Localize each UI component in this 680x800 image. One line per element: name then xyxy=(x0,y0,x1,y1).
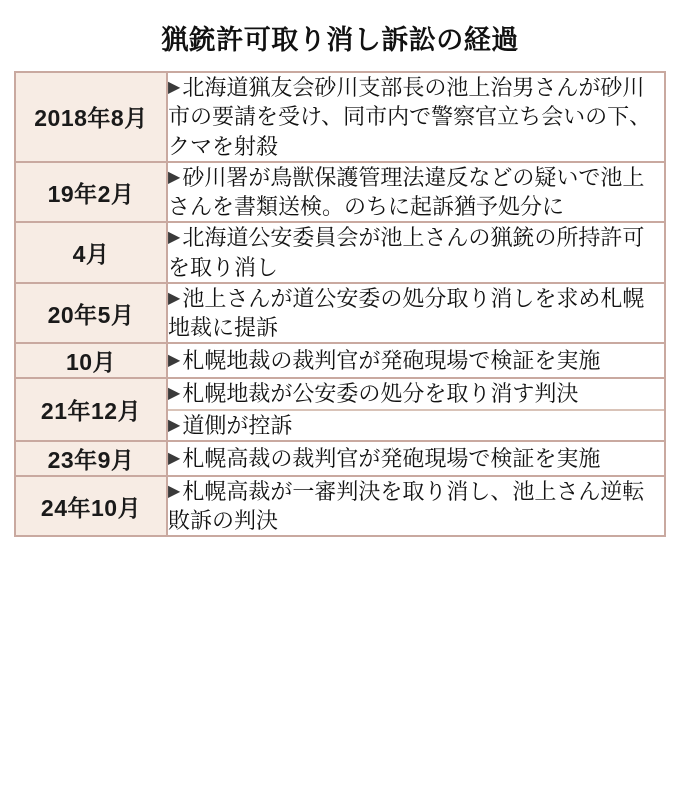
row-date: 4月 xyxy=(16,222,167,283)
row-entry-text: 札幌地裁が公安委の処分を取り消す判決 xyxy=(182,381,579,407)
row-date: 24年10月 xyxy=(16,476,167,537)
row-date: 23年9月 xyxy=(16,441,167,476)
timeline-table-container xyxy=(14,71,666,537)
bullet-icon: ▶ xyxy=(168,289,181,307)
row-text xyxy=(167,343,664,378)
row-date: 19年2月 xyxy=(16,162,167,223)
row-entry-text: 札幌高裁の裁判官が発砲現場で検証を実施 xyxy=(182,445,601,471)
bullet-icon: ▶ xyxy=(168,168,181,186)
row-entry-text: 道側が控訴 xyxy=(182,412,293,438)
row-text xyxy=(167,378,664,409)
row-date: 2018年8月 xyxy=(16,73,167,162)
row-text xyxy=(167,283,664,344)
row-text xyxy=(167,476,664,537)
timeline-body xyxy=(16,73,664,536)
row-text xyxy=(167,222,664,283)
table-row xyxy=(16,162,664,223)
bullet-icon: ▶ xyxy=(168,385,181,403)
row-entry-text: 札幌高裁が一審判決を取り消し、池上さん逆転敗訴の判決 xyxy=(168,478,645,533)
table-row xyxy=(16,343,664,378)
bullet-icon: ▶ xyxy=(168,79,181,96)
bullet-icon: ▶ xyxy=(168,416,181,434)
timeline-table xyxy=(16,73,664,537)
table-row xyxy=(16,283,664,344)
row-text xyxy=(167,162,664,223)
table-row xyxy=(16,222,664,283)
bullet-icon: ▶ xyxy=(168,352,181,370)
row-text xyxy=(167,441,664,476)
bullet-icon: ▶ xyxy=(168,449,181,467)
row-date: 21年12月 xyxy=(16,378,167,441)
row-date: 20年5月 xyxy=(16,283,167,344)
bullet-icon: ▶ xyxy=(168,229,181,247)
row-text xyxy=(167,410,664,441)
table-row xyxy=(16,476,664,537)
row-entry-text: 札幌地裁の裁判官が発砲現場で検証を実施 xyxy=(182,348,601,374)
row-entry-text: 北海道公安委員会が池上さんの猟銃の所持許可を取り消し xyxy=(168,225,645,280)
row-entry-text: 北海道猟友会砂川支部長の池上治男さんが砂川市の要請を受け、同市内で警察官立ち会いの下、クマを射殺 xyxy=(168,75,652,159)
row-text xyxy=(167,73,664,162)
table-row xyxy=(16,378,664,409)
row-entry-text: 砂川署が鳥獣保護管理法違反などの疑いで池上さんを書類送検。のちに起訴猶予処分に xyxy=(168,164,645,219)
bullet-icon: ▶ xyxy=(168,482,181,500)
row-entry-text: 池上さんが道公安委の処分取り消しを求め札幌地裁に提訴 xyxy=(168,285,645,340)
page-title: 猟銃許可取り消し訴訟の経過 xyxy=(161,25,519,55)
table-row xyxy=(16,441,664,476)
table-row xyxy=(16,73,664,162)
row-date: 10月 xyxy=(16,343,167,378)
